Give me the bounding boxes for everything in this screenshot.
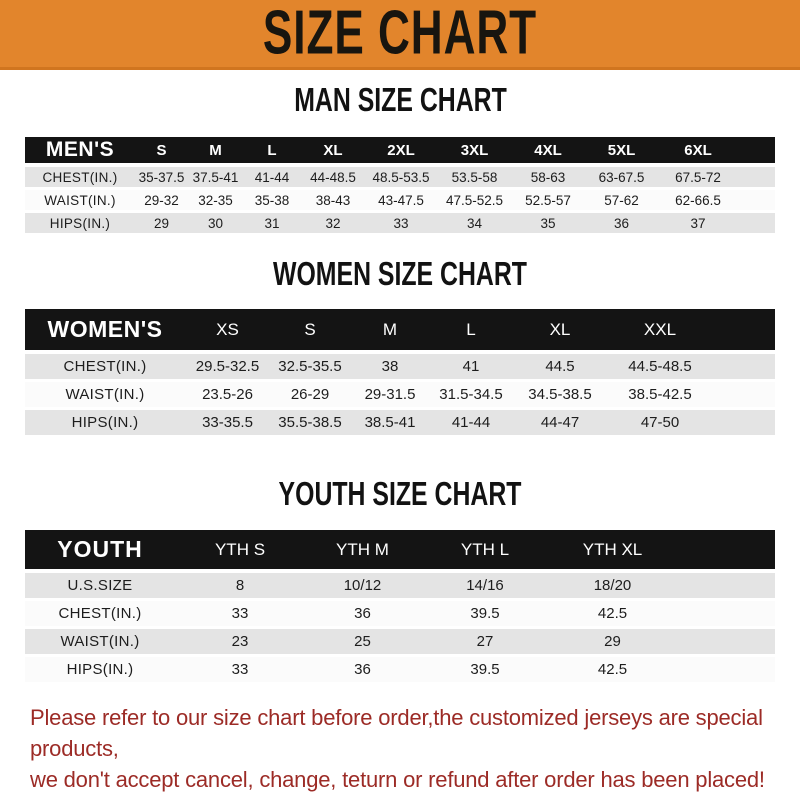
women-column-header: L [430,309,512,354]
youth-column-header: YTH M [305,530,420,573]
women-size-cell: 33-35.5 [185,410,270,438]
order-disclaimer [0,702,800,795]
women-row-spacer [712,382,775,410]
youth-size-cell: 36 [305,601,420,629]
youth-size-cell: 42.5 [550,657,675,685]
banner-title: SIZE CHART [262,0,538,68]
men-size-cell: 48.5-53.5 [365,167,437,190]
youth-row-spacer [675,657,775,685]
men-size-cell: 34 [437,213,512,236]
youth-row-label: CHEST(IN.) [25,601,175,629]
men-size-cell: 62-66.5 [659,190,737,213]
women-size-cell: 26-29 [270,382,350,410]
men-column-header: 5XL [584,137,659,167]
youth-size-cell: 27 [420,629,550,657]
men-size-cell: 37 [659,213,737,236]
women-row-label: HIPS(IN.) [25,410,185,438]
men-size-cell: 53.5-58 [437,167,512,190]
men-table-row [25,190,775,213]
women-table-row [25,354,775,382]
men-row-spacer [737,167,775,190]
men-row-spacer [737,213,775,236]
men-row-label: HIPS(IN.) [25,213,135,236]
women-size-cell: 47-50 [608,410,712,438]
women-size-cell: 38.5-41 [350,410,430,438]
youth-size-cell: 42.5 [550,601,675,629]
women-section-heading [0,257,800,296]
men-size-cell: 57-62 [584,190,659,213]
men-size-cell: 58-63 [512,167,584,190]
men-size-cell: 32 [301,213,365,236]
women-table-title: WOMEN'S [25,309,185,354]
man-section-heading [0,83,800,122]
men-size-cell: 29-32 [135,190,188,213]
men-column-header: 4XL [512,137,584,167]
youth-size-cell: 36 [305,657,420,685]
youth-column-header: YTH S [175,530,305,573]
disclaimer-line-2: we don't accept cancel, change, teturn or refund after order has been placed! [30,767,765,792]
men-size-cell: 52.5-57 [512,190,584,213]
women-size-cell: 35.5-38.5 [270,410,350,438]
women-size-cell: 41-44 [430,410,512,438]
women-column-header: XL [512,309,608,354]
women-column-header: S [270,309,350,354]
youth-table-row [25,629,775,657]
men-size-cell: 29 [135,213,188,236]
youth-section-heading [0,477,800,516]
men-size-cell: 43-47.5 [365,190,437,213]
women-size-cell: 29.5-32.5 [185,354,270,382]
disclaimer-line-1: Please refer to our size chart before order,the customized jerseys are special products, [30,705,763,761]
youth-size-cell: 39.5 [420,601,550,629]
men-size-cell: 35-37.5 [135,167,188,190]
youth-table-row [25,657,775,685]
youth-column-header: YTH L [420,530,550,573]
men-size-cell: 36 [584,213,659,236]
women-size-cell: 29-31.5 [350,382,430,410]
men-size-cell: 35-38 [243,190,301,213]
youth-size-cell: 23 [175,629,305,657]
youth-size-cell: 10/12 [305,573,420,601]
youth-heading-text: YOUTH SIZE CHART [278,475,522,513]
women-size-cell: 32.5-35.5 [270,354,350,382]
men-column-header: 6XL [659,137,737,167]
men-column-header: M [188,137,243,167]
youth-table-title: YOUTH [25,530,175,573]
youth-row-label: U.S.SIZE [25,573,175,601]
men-table-row [25,167,775,190]
youth-size-cell: 39.5 [420,657,550,685]
men-size-cell: 37.5-41 [188,167,243,190]
women-row-label: WAIST(IN.) [25,382,185,410]
men-size-table [25,137,775,236]
women-row-spacer [712,354,775,382]
man-heading-text: MAN SIZE CHART [293,81,507,119]
youth-size-table [25,530,775,685]
men-size-cell: 35 [512,213,584,236]
men-size-cell: 67.5-72 [659,167,737,190]
women-header-spacer [712,309,775,354]
youth-row-label: HIPS(IN.) [25,657,175,685]
men-column-header: XL [301,137,365,167]
women-heading-text: WOMEN SIZE CHART [273,255,527,293]
youth-size-cell: 25 [305,629,420,657]
men-size-cell: 30 [188,213,243,236]
youth-column-header: YTH XL [550,530,675,573]
youth-table-row [25,573,775,601]
women-size-cell: 44.5 [512,354,608,382]
women-size-cell: 38.5-42.5 [608,382,712,410]
youth-size-cell: 14/16 [420,573,550,601]
youth-size-cell: 29 [550,629,675,657]
men-size-cell: 47.5-52.5 [437,190,512,213]
men-column-header: S [135,137,188,167]
women-row-label: CHEST(IN.) [25,354,185,382]
men-size-cell: 63-67.5 [584,167,659,190]
women-column-header: XXL [608,309,712,354]
women-size-cell: 31.5-34.5 [430,382,512,410]
men-header-spacer [737,137,775,167]
men-row-label: CHEST(IN.) [25,167,135,190]
men-column-header: L [243,137,301,167]
size-chart-banner [0,0,800,70]
men-table-title: MEN'S [25,137,135,167]
men-size-cell: 44-48.5 [301,167,365,190]
youth-row-spacer [675,601,775,629]
women-column-header: M [350,309,430,354]
women-size-cell: 44-47 [512,410,608,438]
women-size-cell: 34.5-38.5 [512,382,608,410]
youth-size-cell: 33 [175,657,305,685]
women-column-header: XS [185,309,270,354]
women-size-cell: 44.5-48.5 [608,354,712,382]
youth-table-row [25,601,775,629]
youth-row-spacer [675,573,775,601]
men-size-cell: 31 [243,213,301,236]
women-size-cell: 38 [350,354,430,382]
women-size-table [25,309,775,438]
youth-size-cell: 8 [175,573,305,601]
men-size-cell: 38-43 [301,190,365,213]
youth-header-spacer [675,530,775,573]
men-row-spacer [737,190,775,213]
youth-row-label: WAIST(IN.) [25,629,175,657]
women-size-cell: 41 [430,354,512,382]
men-column-header: 2XL [365,137,437,167]
men-table-row [25,213,775,236]
men-row-label: WAIST(IN.) [25,190,135,213]
women-table-row [25,410,775,438]
women-row-spacer [712,410,775,438]
men-size-cell: 33 [365,213,437,236]
men-size-cell: 32-35 [188,190,243,213]
men-size-cell: 41-44 [243,167,301,190]
youth-size-cell: 33 [175,601,305,629]
women-size-cell: 23.5-26 [185,382,270,410]
youth-row-spacer [675,629,775,657]
women-table-row [25,382,775,410]
youth-size-cell: 18/20 [550,573,675,601]
men-column-header: 3XL [437,137,512,167]
